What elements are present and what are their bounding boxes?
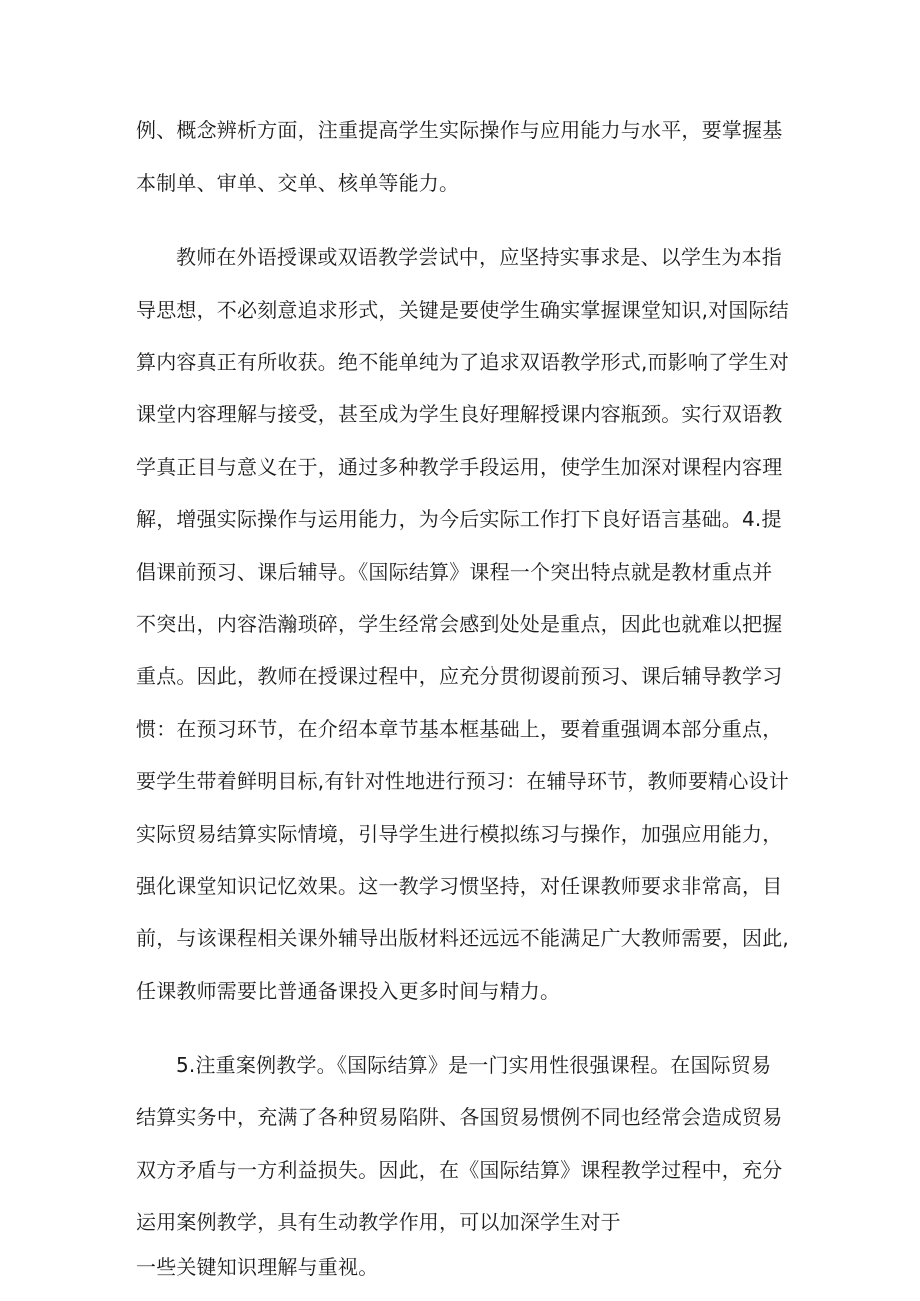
text-line: 解，增强实际操作与运用能力，为今后实际工作打下良好语言基础。4.提 <box>136 507 782 531</box>
text-line: 例、概念辨析方面，注重提高学生实际操作与应用能力与水平，要掌握基 <box>136 118 783 142</box>
text-line: 结算实务中，充满了各种贸易陷阱、各国贸易惯例不同也经常会造成贸易 <box>136 1105 783 1129</box>
text-line: 本制单、审单、交单、核单等能力。 <box>136 171 460 195</box>
text-line: 惯：在预习环节，在介绍本章节基本框基础上，要着重强调本部分重点， <box>136 717 783 741</box>
text-line: 双方矛盾与一方利益损失。因此，在《国际结算》课程教学过程中，充分 <box>136 1158 783 1182</box>
text-line: 课堂内容理解与接受，甚至成为学生良好理解授课内容瓶颈。实行双语教 <box>136 402 783 426</box>
text-line: 前，与该课程相关课外辅导出版材料还远远不能满足广大教师需要，因此, <box>136 926 789 950</box>
text-line: 导思想，不必刻意追求形式，关键是要使学生确实掌握课堂知识,对国际结 <box>136 298 789 322</box>
text-line: 一些关键知识理解与重视。 <box>136 1255 379 1279</box>
text-line: 不突出，内容浩瀚琐碎，学生经常会感到处处是重点，因此也就难以把握 <box>136 612 783 636</box>
text-line: 任课教师需要比普通备课投入更多时间与精力。 <box>136 979 561 1003</box>
text-line: 算内容真正有所收获。绝不能单纯为了追求双语教学形式,而影响了学生对 <box>136 350 789 374</box>
text-line: 实际贸易结算实际情境，引导学生进行模拟练习与操作，加强应用能力， <box>136 822 783 846</box>
text-line: 倡课前预习、课后辅导。《国际结算》课程一个突出特点就是教材重点并 <box>136 560 773 584</box>
text-line: 要学生带着鲜明目标,有针对性地进行预习：在辅导环节，教师要精心设计 <box>136 769 789 793</box>
paragraph-first-line: 教师在外语授课或双语教学尝试中，应坚持实事求是、以学生为本指 <box>176 245 782 269</box>
paragraph-first-line: 5.注重案例教学。《国际结算》是一门实用性很强课程。在国际贸易 <box>176 1053 772 1077</box>
text-line: 学真正目与意义在于，通过多种教学手段运用，使学生加深对课程内容理 <box>136 455 783 479</box>
text-line: 运用案例教学，具有生动教学作用，可以加深学生对于 <box>136 1210 621 1234</box>
text-line: 强化课堂知识记忆效果。这一教学习惯坚持，对任课教师要求非常高，目 <box>136 874 783 898</box>
text-line: 重点。因此，教师在授课过程中，应充分贯彻谡前预习、课后辅导教学习 <box>136 664 783 688</box>
